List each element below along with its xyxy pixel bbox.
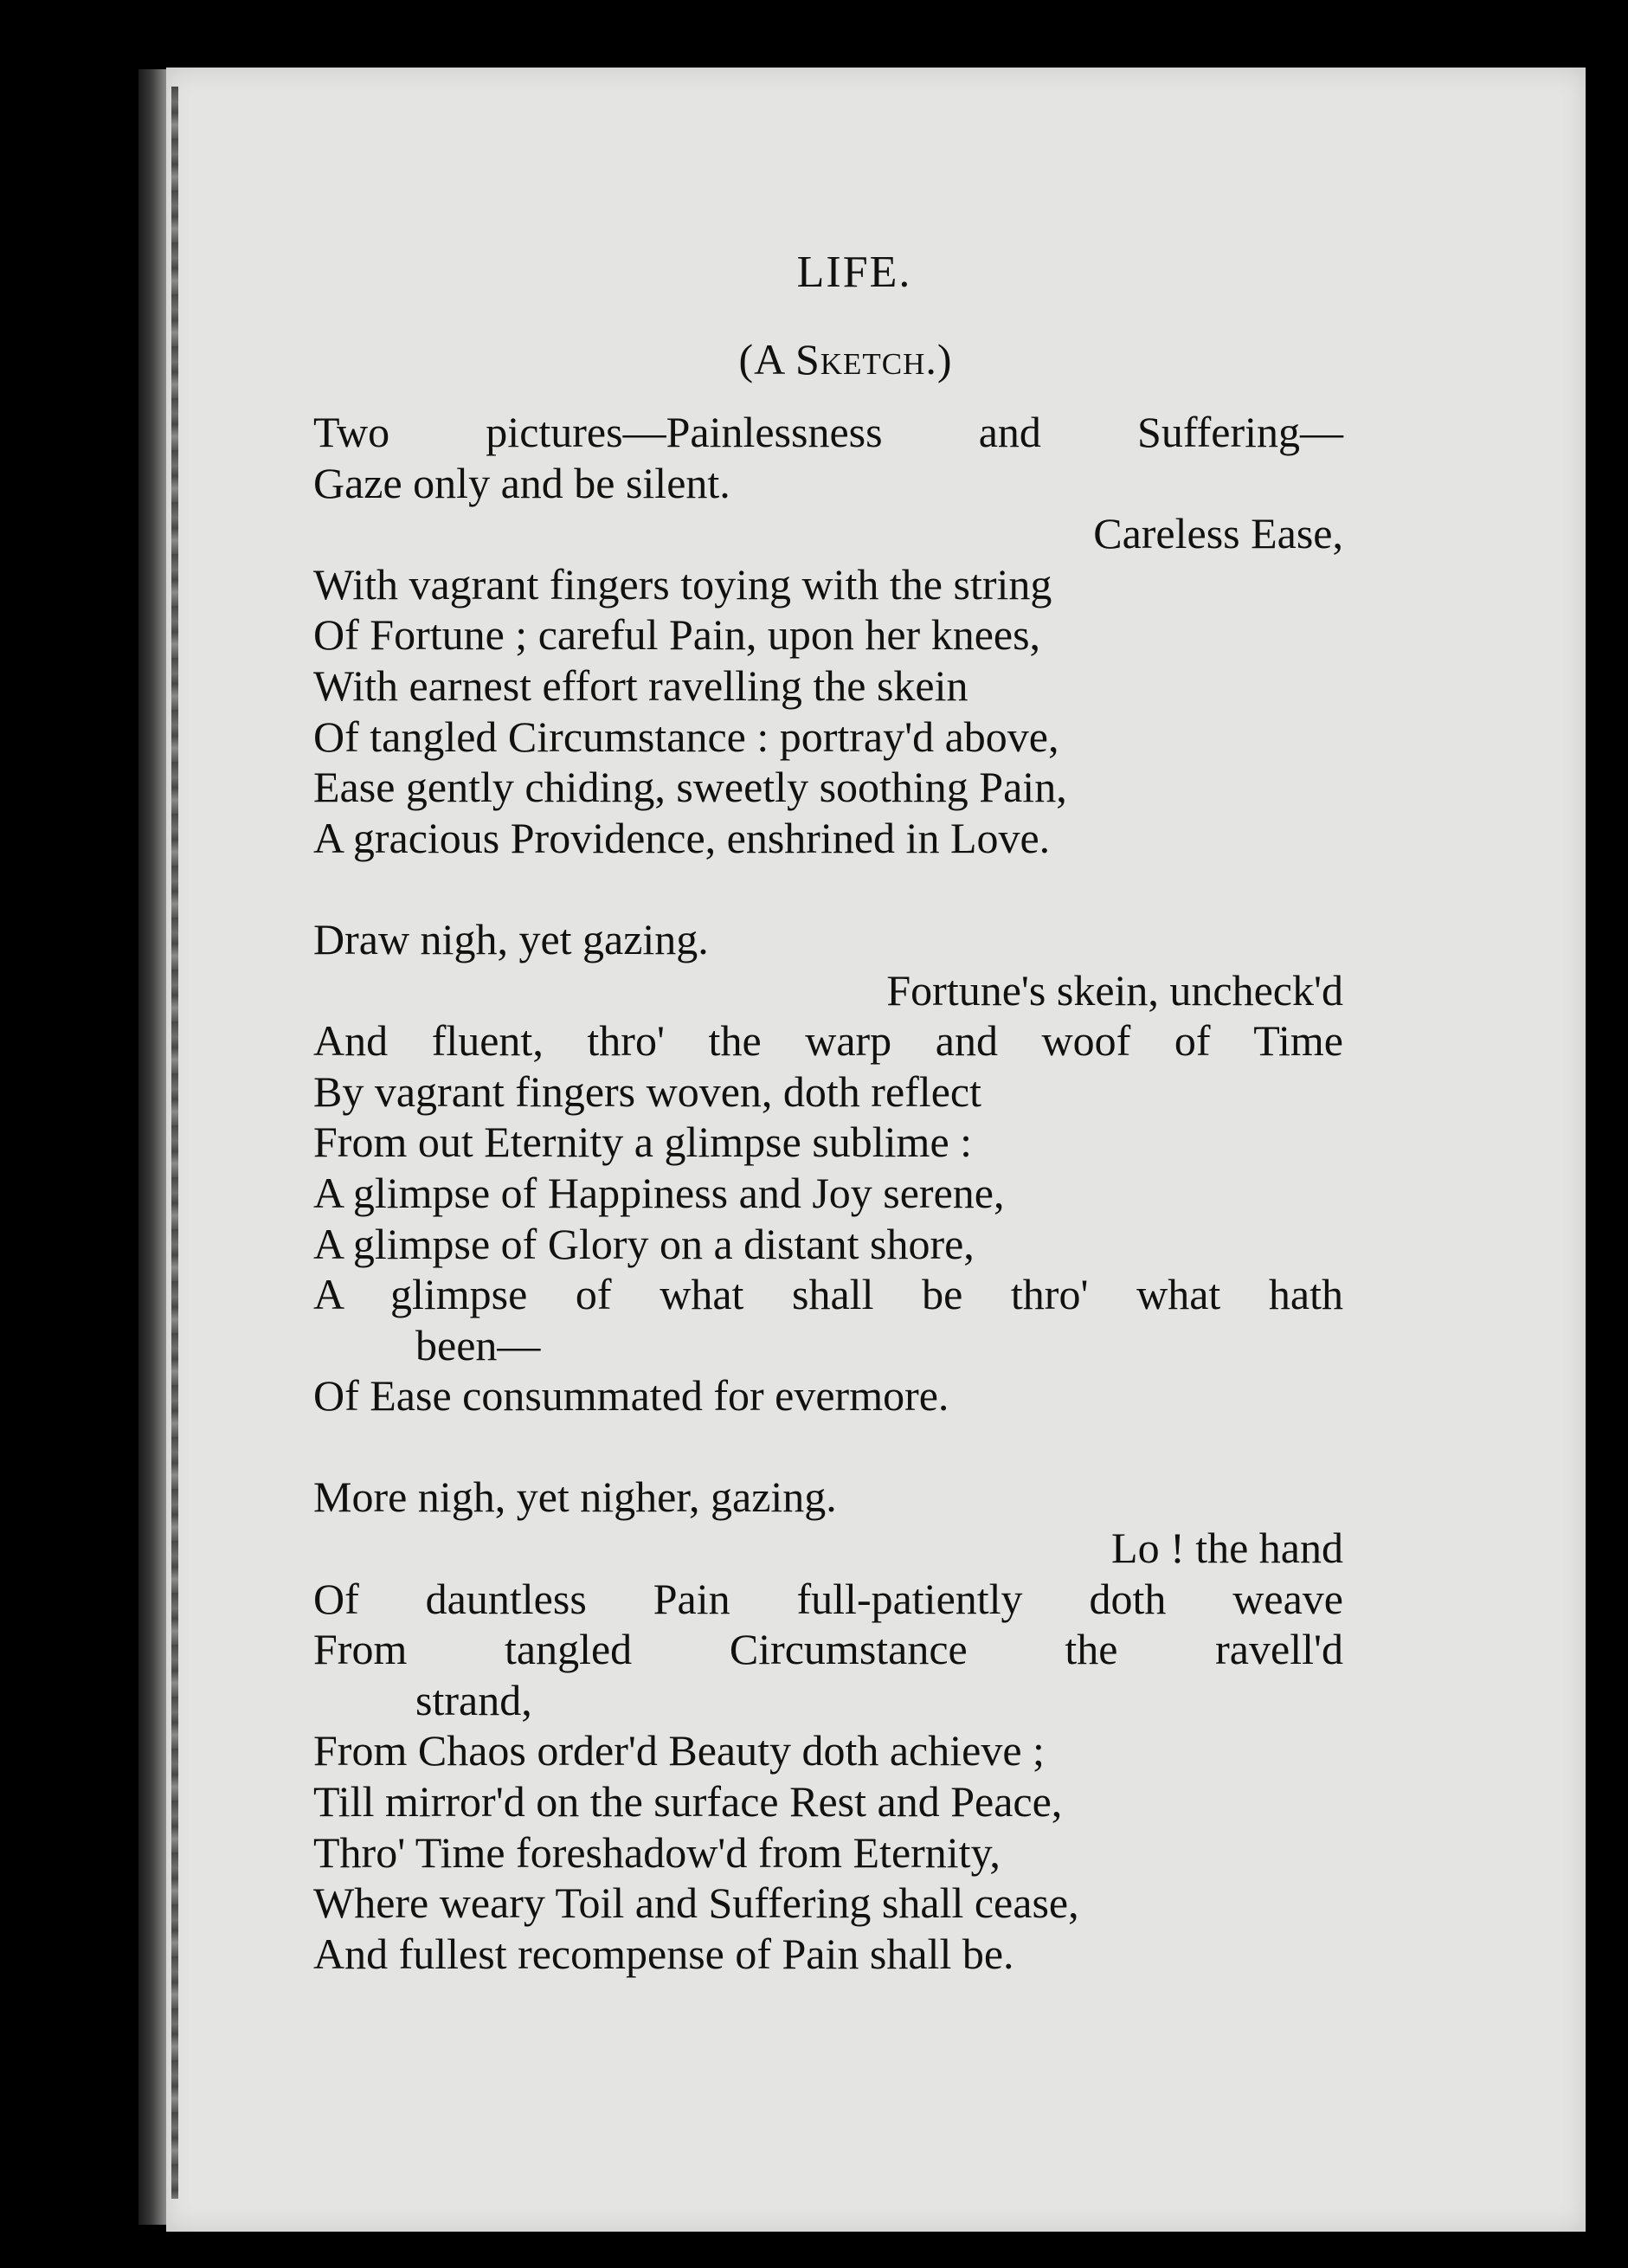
poem-line: Till mirror'd on the surface Rest and Peace, — [313, 1777, 1063, 1827]
stanza-break — [313, 863, 1343, 914]
poem-line: More nigh, yet nigher, gazing. — [313, 1472, 837, 1522]
poem-block — [313, 234, 1343, 1979]
poem-line: Of Ease consummated for evermore. — [313, 1371, 949, 1421]
poem-line: With earnest effort ravelling the skein — [313, 660, 968, 710]
poem-line: And fullest recompense of Pain shall be. — [313, 1929, 1014, 1978]
poem-line: Thro' Time foreshadow'd from Eternity, — [313, 1827, 1001, 1877]
poem-line: Where weary Toil and Suffering shall cease, — [313, 1878, 1079, 1928]
poem-body — [313, 407, 1343, 1979]
poem-line: Draw nigh, yet gazing. — [313, 914, 709, 963]
poem-line: Of tangled Circumstance : portray'd above, — [313, 712, 1059, 761]
poem-line: A gracious Providence, enshrined in Love. — [313, 813, 1051, 862]
poem-line: A glimpse of Glory on a distant shore, — [313, 1219, 975, 1268]
poem-line: Of dauntless Pain full-patiently doth weave — [313, 1574, 1343, 1623]
poem-line: Ease gently chiding, sweetly soothing Pain, — [313, 763, 1067, 812]
poem-line: A glimpse of Happiness and Joy serene, — [313, 1168, 1005, 1217]
poem-line: Lo ! the hand — [1111, 1524, 1343, 1573]
poem-line: From out Eternity a glimpse sublime : — [313, 1118, 973, 1167]
poem-line: Of Fortune ; careful Pain, upon her knees, — [313, 610, 1041, 660]
poem-title: LIFE. — [796, 248, 912, 297]
poem-line: By vagrant fingers woven, doth reflect — [313, 1066, 981, 1116]
poem-subtitle: (A Sketch.) — [738, 335, 953, 383]
poem-line: With vagrant fingers toying with the string — [313, 559, 1052, 609]
poem-line: Two pictures—Painlessness and Suffering— — [313, 408, 1343, 456]
poem-line: And fluent, thro' the warp and woof of Time — [313, 1016, 1343, 1066]
poem-line: From Chaos order'd Beauty doth achieve ; — [313, 1726, 1045, 1775]
poem-line: Fortune's skein, uncheck'd — [886, 965, 1343, 1015]
poem-line: Gaze only and be silent. — [313, 458, 730, 507]
poem-line: A glimpse of what shall be thro' what hath — [313, 1270, 1343, 1319]
poem-line: From tangled Circumstance the ravell'd — [313, 1625, 1343, 1674]
poem-line: strand, — [415, 1675, 532, 1724]
poem-line: been— — [415, 1320, 541, 1369]
binding-edge — [171, 87, 178, 2199]
stanza-break — [313, 1421, 1343, 1472]
poem-line: Careless Ease, — [1093, 509, 1343, 558]
